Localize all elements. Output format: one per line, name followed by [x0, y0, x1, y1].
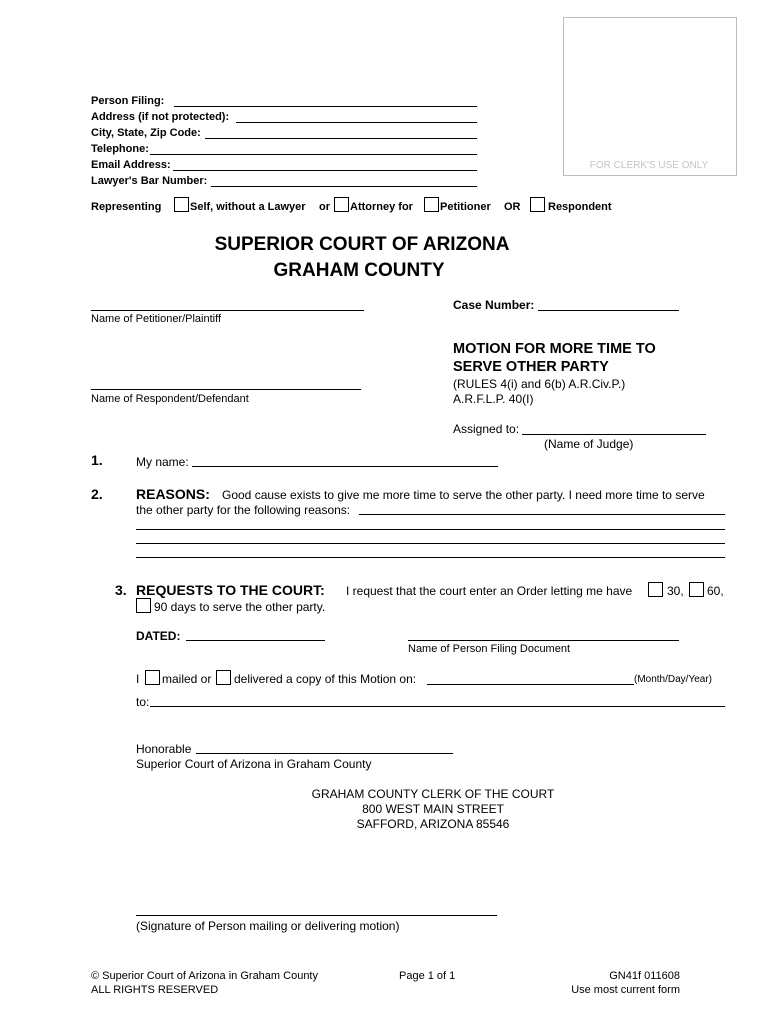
clerk-address-1: GRAHAM COUNTY CLERK OF THE COURT	[311, 787, 555, 801]
reasons-line-3[interactable]	[136, 543, 725, 544]
person-filing-label: Person Filing:	[91, 95, 165, 107]
90-days-label: 90 days to serve the other party.	[154, 600, 326, 614]
mailed-checkbox[interactable]	[145, 670, 160, 685]
clerk-use-label: FOR CLERK'S USE ONLY	[589, 160, 709, 171]
respondent-label: Respondent	[548, 201, 612, 213]
30-days-checkbox[interactable]	[648, 582, 663, 597]
address-label: Address (if not protected):	[91, 111, 230, 123]
delivered-label: delivered a copy of this Motion on:	[234, 672, 417, 686]
respondent-checkbox[interactable]	[530, 197, 545, 212]
judge-name-line[interactable]	[522, 434, 706, 435]
60-days-label: 60,	[707, 584, 724, 598]
respondent-name-line[interactable]	[91, 389, 361, 390]
motion-title-2: SERVE OTHER PARTY	[453, 359, 609, 375]
petitioner-checkbox[interactable]	[424, 197, 439, 212]
recipient-court: Superior Court of Arizona in Graham County	[136, 757, 372, 771]
honorable-line[interactable]	[196, 753, 453, 754]
motion-title-1: MOTION FOR MORE TIME TO	[453, 341, 656, 357]
case-number-label: Case Number:	[453, 298, 535, 312]
clerk-address-3: SAFFORD, ARIZONA 85546	[356, 817, 510, 831]
my-name-label: My name:	[136, 455, 189, 469]
footer-copyright: © Superior Court of Arizona in Graham County	[91, 970, 318, 982]
or-label: or	[319, 201, 330, 213]
30-days-label: 30,	[667, 584, 684, 598]
assigned-to-label: Assigned to:	[453, 422, 520, 436]
email-line[interactable]	[173, 170, 477, 171]
honorable-label: Honorable	[136, 742, 192, 756]
petitioner-name-line[interactable]	[91, 310, 364, 311]
attorney-checkbox[interactable]	[334, 197, 349, 212]
requests-text: I request that the court enter an Order letting me have	[346, 584, 633, 598]
reasons-text-2: the other party for the following reasons:	[136, 503, 351, 517]
address-line[interactable]	[236, 122, 477, 123]
bar-number-label: Lawyer's Bar Number:	[91, 175, 208, 187]
telephone-label: Telephone:	[91, 143, 149, 155]
representing-label: Representing	[91, 201, 162, 213]
service-date-hint: (Month/Day/Year)	[634, 674, 712, 685]
service-i: I	[136, 672, 140, 686]
person-filing-line[interactable]	[174, 106, 477, 107]
item-3-number: 3.	[115, 582, 127, 598]
county-title: GRAHAM COUNTY	[273, 260, 445, 281]
or-label-2: OR	[504, 201, 521, 213]
to-label: to:	[136, 695, 150, 709]
reasons-text: Good cause exists to give me more time to serve the other party. I need more time to serve	[222, 488, 705, 502]
name-filing-line[interactable]	[408, 640, 679, 641]
dated-line[interactable]	[186, 640, 325, 641]
rules-line-2: A.R.F.L.P. 40(I)	[453, 392, 534, 406]
footer-form-id: GN41f 011608	[609, 970, 680, 982]
reasons-line-2[interactable]	[136, 529, 725, 530]
requests-heading: REQUESTS TO THE COURT:	[136, 582, 325, 598]
city-label: City, State, Zip Code:	[91, 127, 201, 139]
judge-name-label: (Name of Judge)	[544, 437, 634, 451]
signature-line[interactable]	[136, 915, 497, 916]
bar-number-line[interactable]	[211, 186, 477, 187]
attorney-label: Attorney for	[350, 201, 413, 213]
my-name-line[interactable]	[192, 466, 498, 467]
name-filing-label: Name of Person Filing Document	[408, 643, 571, 655]
court-title: SUPERIOR COURT OF ARIZONA	[214, 234, 510, 255]
reasons-line-4[interactable]	[136, 557, 725, 558]
item-2-number: 2.	[91, 486, 103, 502]
clerk-use-box	[563, 17, 737, 176]
reasons-heading: REASONS:	[136, 486, 210, 502]
service-date-line[interactable]	[427, 684, 634, 685]
delivered-checkbox[interactable]	[216, 670, 231, 685]
signature-label: (Signature of Person mailing or delivering motion)	[136, 919, 400, 933]
rules-line-1: (RULES 4(i) and 6(b) A.R.Civ.P.)	[453, 377, 626, 391]
case-number-line[interactable]	[538, 310, 679, 311]
petitioner-name-label: Name of Petitioner/Plaintiff	[91, 313, 222, 325]
clerk-address-2: 800 WEST MAIN STREET	[362, 802, 504, 816]
self-checkbox[interactable]	[174, 197, 189, 212]
footer-current: Use most current form	[571, 984, 680, 996]
90-days-checkbox[interactable]	[136, 598, 151, 613]
petitioner-label: Petitioner	[440, 201, 491, 213]
mailed-label: mailed or	[162, 672, 212, 686]
to-line[interactable]	[150, 706, 725, 707]
footer-rights: ALL RIGHTS RESERVED	[91, 984, 219, 996]
60-days-checkbox[interactable]	[689, 582, 704, 597]
city-line[interactable]	[205, 138, 477, 139]
self-label: Self, without a Lawyer	[190, 201, 306, 213]
telephone-line[interactable]	[150, 154, 477, 155]
item-1-number: 1.	[91, 452, 103, 468]
respondent-name-label: Name of Respondent/Defendant	[91, 393, 249, 405]
footer-page: Page 1 of 1	[399, 970, 456, 982]
reasons-line-1[interactable]	[359, 514, 725, 515]
email-label: Email Address:	[91, 159, 171, 171]
dated-label: DATED:	[136, 629, 181, 643]
